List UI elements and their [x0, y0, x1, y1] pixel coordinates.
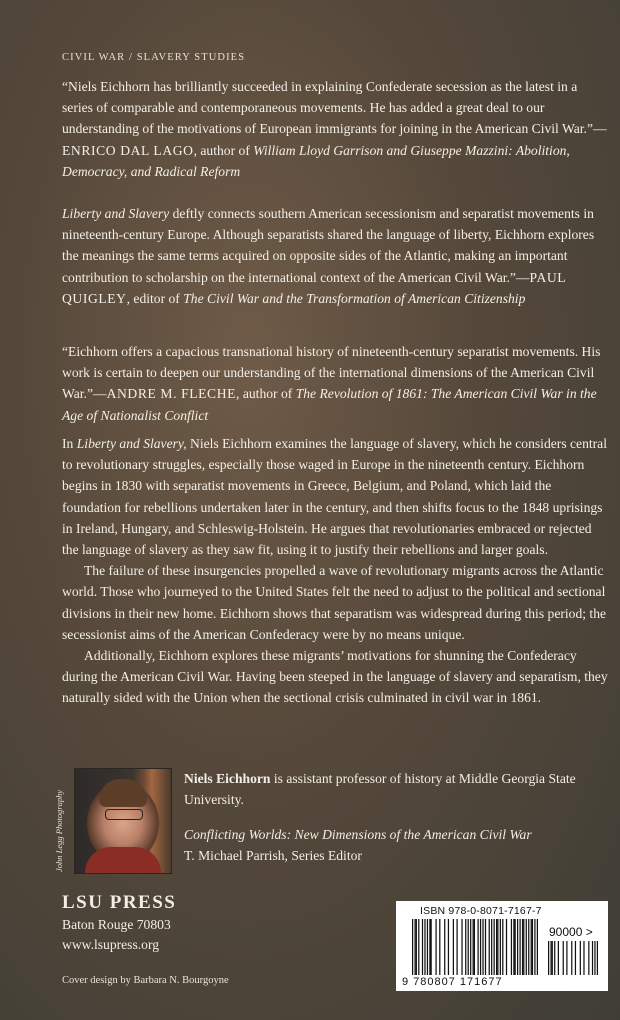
barcode-bar	[453, 919, 454, 975]
barcode-bar	[517, 919, 518, 975]
barcode-bar	[482, 919, 483, 975]
blurb-book-title: William Lloyd Garrison and Giuseppe Mazzini: Abolition, Democracy, and Radical Reform	[62, 142, 570, 179]
barcode-bar	[461, 919, 462, 975]
barcode-bar	[468, 919, 469, 975]
barcode-bar	[592, 941, 593, 975]
barcode-bar	[456, 919, 457, 975]
author-bio-text: is assistant professor of history at Middle Georgia State University.	[184, 771, 576, 807]
barcode-bar	[511, 919, 512, 975]
barcode-bar	[473, 919, 474, 975]
barcode-bar	[550, 941, 551, 975]
blurb-author-name: PAUL QUIGLEY	[62, 269, 566, 306]
barcode-bar	[526, 919, 527, 975]
isbn-number: ISBN 978-0-8071-7167-7	[420, 905, 542, 917]
barcode-bar	[548, 941, 549, 975]
blurb-lead-title: Liberty and Slavery	[62, 206, 170, 221]
description-text: Niels Eichhorn examines the language of slavery, which he considers central to revolutionary struggles, especially those waged in Europe in the nineteenth century. Eichhorn begins in 1830 with separatist movements in Greece, Belgium, and Poland, which laid the foundation for rebellions undertaken later in the century, and then shifts focus to the 1848 uprisings in Ireland, Hungary, and Schleswig-Holstein. He argues that revolutionaries embraced or rejected the language of slavery as they saw fit, using it to justify their rebellions and larger goals.	[62, 436, 607, 558]
barcode-bars	[412, 919, 538, 975]
cover-design-credit: Cover design by Barbara N. Bourgoyne	[62, 975, 229, 986]
book-description	[62, 433, 610, 709]
barcode-bar	[513, 919, 514, 975]
barcode-bar	[563, 941, 564, 975]
barcode-bar	[515, 919, 516, 975]
barcode-bar	[494, 919, 495, 975]
barcode-bar	[444, 919, 445, 975]
barcode-bar	[583, 941, 584, 975]
barcode-bar	[429, 919, 430, 975]
barcode-bar	[534, 919, 535, 975]
barcode-bar	[575, 941, 576, 975]
blurb-1	[62, 76, 610, 182]
price-code	[549, 925, 593, 939]
blurb-author-role: , editor of	[126, 290, 184, 306]
barcode-bar	[571, 941, 572, 975]
barcode-bar	[412, 919, 413, 975]
blurb-quote: “Eichhorn offers a capacious transnational history of nineteenth-century separatist movements. His work is certain to deepen our understanding of the international dimensions of the American Civil War.”—	[62, 344, 601, 402]
author-bio	[184, 768, 604, 810]
series-info	[184, 824, 604, 866]
series-title: Conflicting Worlds: New Dimensions of the American Civil War	[184, 827, 532, 842]
barcode-bar	[470, 919, 471, 975]
barcode-bar	[552, 941, 553, 975]
barcode-bar	[496, 919, 497, 975]
price-digits: 90000	[549, 925, 583, 939]
barcode-bar	[554, 941, 555, 975]
barcode-bar	[474, 919, 475, 975]
photo-hair	[99, 779, 147, 807]
barcode-bar	[558, 941, 559, 975]
barcode-bar	[414, 919, 415, 975]
barcode-bar	[594, 941, 595, 975]
barcode-bar	[485, 919, 486, 975]
addon-barcode-bars	[548, 941, 598, 975]
blurb-author-name: ANDRE M. FLECHE	[106, 386, 237, 402]
barcode-bar	[531, 919, 532, 975]
barcode-bar	[506, 919, 507, 975]
barcode-bar	[427, 919, 428, 975]
publisher-name: LSU PRESS	[62, 892, 177, 913]
barcode-bar	[491, 919, 492, 975]
publisher-city: Baton Rouge 70803	[62, 917, 171, 932]
barcode-bar	[588, 941, 589, 975]
barcode-bar	[522, 919, 523, 975]
barcode-bar	[480, 919, 481, 975]
blurb-author-role: , author of	[236, 386, 296, 402]
blurb-quote: “Niels Eichhorn has brilliantly succeeded in explaining Confederate secession as the latest in a series of comparable and contemporaneous movements. He has added a great deal to our understanding of the motivations of European immigrants for joining in the American Civil War.”—	[62, 79, 607, 137]
barcode-bar	[500, 919, 501, 975]
barcode-bar	[477, 919, 478, 975]
barcode-bar	[597, 941, 598, 975]
barcode-bar	[418, 919, 419, 975]
barcode-bar	[489, 919, 490, 975]
barcode-digits: 9 780807 171677	[402, 976, 503, 988]
price-arrow: >	[585, 925, 593, 939]
photo-credit: John Legg Photography	[54, 789, 64, 872]
barcode-bar	[580, 941, 581, 975]
barcode-bar	[566, 941, 567, 975]
blurb-book-title: The Revolution of 1861: The American Civil War in the Age of Nationalist Conflict	[62, 386, 597, 423]
description-prefix: In	[62, 436, 77, 451]
description-book-title: Liberty and Slavery,	[76, 436, 187, 451]
author-photo	[74, 768, 172, 874]
isbn-barcode	[396, 901, 608, 991]
publisher-url: www.lsupress.org	[62, 937, 160, 952]
blurb-2	[62, 203, 610, 309]
barcode-bar	[439, 919, 440, 975]
barcode-bar	[422, 919, 423, 975]
photo-shirt	[85, 847, 161, 873]
barcode-bar	[448, 919, 449, 975]
description-paragraph-2: The failure of these insurgencies propelled a wave of revolutionary migrants across the Atlantic world. Those who journeyed to the United States felt the need to adjust to the political and sectional divisions in their new home. Eichhorn shows that separatism was widespread during this period; the secessionist aims of the American Confederacy were by no means unique.	[62, 563, 607, 642]
blurb-book-title: The Civil War and the Transformation of American Citizenship	[183, 290, 526, 306]
barcode-bar	[537, 919, 538, 975]
barcode-bar	[532, 919, 533, 975]
barcode-bar	[424, 919, 425, 975]
category-label: CIVIL WAR / SLAVERY STUDIES	[62, 52, 246, 63]
blurb-quote: deftly connects southern American secessionism and separatist movements in nineteenth-century Europe. Although separatists shared the language of liberty, Eichhorn explores the meanings the same terms acquired on opposite sides of the Atlantic, making an important contribution to scholarship on the international context of the American Civil War.”—	[62, 206, 595, 285]
barcode-bar	[431, 919, 432, 975]
barcode-bar	[435, 919, 436, 975]
barcode-bar	[497, 919, 498, 975]
barcode-bar	[523, 919, 524, 975]
barcode-bar	[519, 919, 520, 975]
barcode-bar	[528, 919, 529, 975]
blurb-3	[62, 341, 610, 426]
blurb-author-role: , author of	[193, 142, 254, 158]
description-paragraph-1	[62, 433, 610, 560]
barcode-bar	[416, 919, 417, 975]
barcode-bar	[465, 919, 466, 975]
author-name: Niels Eichhorn	[184, 771, 271, 786]
photo-glasses	[105, 809, 143, 820]
series-editor: T. Michael Parrish, Series Editor	[184, 848, 362, 863]
description-paragraph-3: Additionally, Eichhorn explores these migrants’ motivations for shunning the Confederacy during the American Civil War. Having been steeped in the language of slavery and separatism, they naturally sided with the Union when the sectional crisis culminated in civil war in 1861.	[62, 648, 608, 706]
blurb-author-name: ENRICO DAL LAGO	[62, 142, 194, 158]
barcode-bar	[502, 919, 503, 975]
